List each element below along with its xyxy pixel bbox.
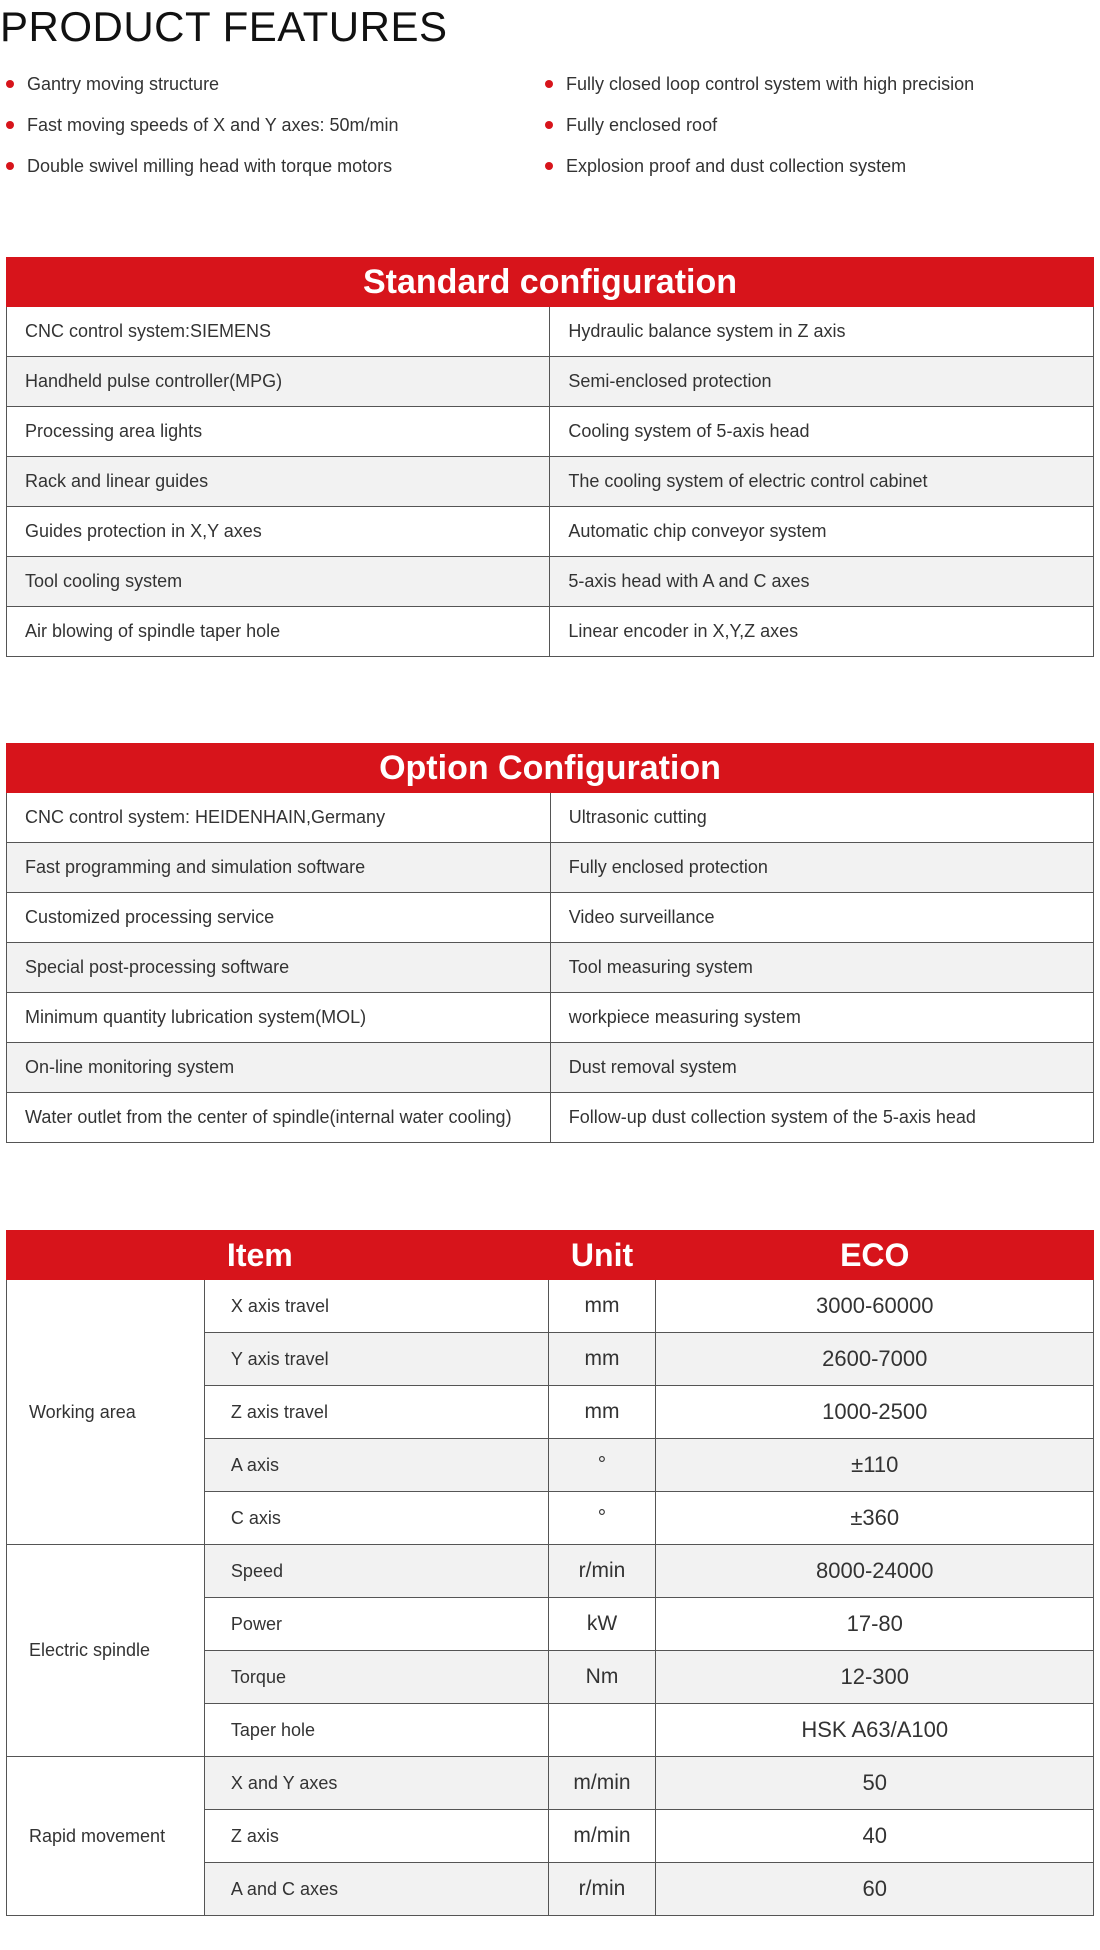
table-cell: Ultrasonic cutting <box>550 793 1093 843</box>
table-row <box>7 307 1094 357</box>
table-row <box>7 457 1094 507</box>
table-cell: 5-axis head with A and C axes <box>550 557 1094 607</box>
table-header <box>7 744 1094 793</box>
spec-unit: m/min <box>548 1757 656 1810</box>
spec-unit <box>548 1704 656 1757</box>
spec-unit: r/min <box>548 1863 656 1916</box>
spec-unit: kW <box>548 1598 656 1651</box>
feature-item: Double swivel milling head with torque motors <box>27 154 392 178</box>
spec-value: 17-80 <box>656 1598 1094 1651</box>
table-cell: Special post-processing software <box>7 943 551 993</box>
spec-value: ±110 <box>656 1439 1094 1492</box>
table-row <box>7 993 1094 1043</box>
table-cell: Rack and linear guides <box>7 457 550 507</box>
bullet-icon <box>545 80 553 88</box>
table-header <box>7 258 1094 307</box>
bullet-icon <box>545 162 553 170</box>
table-cell: Tool cooling system <box>7 557 550 607</box>
spec-value: ±360 <box>656 1492 1094 1545</box>
spec-group-label: Rapid movement <box>7 1757 205 1916</box>
table-cell: Dust removal system <box>550 1043 1093 1093</box>
spec-unit: ° <box>548 1439 656 1492</box>
spec-unit: ° <box>548 1492 656 1545</box>
spec-value: 60 <box>656 1863 1094 1916</box>
table-cell: Customized processing service <box>7 893 551 943</box>
page-title: PRODUCT FEATURES <box>0 3 448 50</box>
table-cell: Semi-enclosed protection <box>550 357 1094 407</box>
spec-item: X and Y axes <box>204 1757 548 1810</box>
spec-value: HSK A63/A100 <box>656 1704 1094 1757</box>
spec-item: Speed <box>204 1545 548 1598</box>
spec-item: X axis travel <box>204 1280 548 1333</box>
table-cell: Cooling system of 5-axis head <box>550 407 1094 457</box>
spec-item: Y axis travel <box>204 1333 548 1386</box>
table-cell: On-line monitoring system <box>7 1043 551 1093</box>
spec-item: Z axis <box>204 1810 548 1863</box>
feature-list <box>0 72 1100 192</box>
table-cell: Automatic chip conveyor system <box>550 507 1094 557</box>
spec-unit: mm <box>548 1280 656 1333</box>
table-cell: Air blowing of spindle taper hole <box>7 607 550 657</box>
table-row <box>7 607 1094 657</box>
spec-value: 1000-2500 <box>656 1386 1094 1439</box>
table-row <box>7 407 1094 457</box>
table-cell: Processing area lights <box>7 407 550 457</box>
spec-item: A axis <box>204 1439 548 1492</box>
spec-item: Torque <box>204 1651 548 1704</box>
table-row <box>7 1280 1094 1333</box>
spec-value: 8000-24000 <box>656 1545 1094 1598</box>
table-row <box>7 1043 1094 1093</box>
table-cell: Water outlet from the center of spindle(internal water cooling) <box>7 1093 551 1143</box>
table-cell: Tool measuring system <box>550 943 1093 993</box>
spec-header-blank <box>7 1231 205 1280</box>
option-config-body <box>7 793 1094 1143</box>
table-row <box>7 893 1094 943</box>
spec-group-label: Working area <box>7 1280 205 1545</box>
feature-item: Explosion proof and dust collection system <box>566 154 906 178</box>
table-cell: Hydraulic balance system in Z axis <box>550 307 1094 357</box>
table-cell: Follow-up dust collection system of the 5-axis head <box>550 1093 1093 1143</box>
spec-item: C axis <box>204 1492 548 1545</box>
spec-item: Z axis travel <box>204 1386 548 1439</box>
spec-unit: mm <box>548 1386 656 1439</box>
table-row <box>7 943 1094 993</box>
table-row <box>7 557 1094 607</box>
spec-header-item: Item <box>204 1231 548 1280</box>
table-row <box>7 1545 1094 1598</box>
table-cell: Handheld pulse controller(MPG) <box>7 357 550 407</box>
spec-item: Taper hole <box>204 1704 548 1757</box>
spec-item: A and C axes <box>204 1863 548 1916</box>
table-cell: Linear encoder in X,Y,Z axes <box>550 607 1094 657</box>
bullet-icon <box>6 121 14 129</box>
spec-group-label: Electric spindle <box>7 1545 205 1757</box>
table-cell: CNC control system:SIEMENS <box>7 307 550 357</box>
standard-config-table <box>6 257 1094 657</box>
table-cell: Guides protection in X,Y axes <box>7 507 550 557</box>
spec-value: 50 <box>656 1757 1094 1810</box>
table-row <box>7 793 1094 843</box>
spec-unit: m/min <box>548 1810 656 1863</box>
bullet-icon <box>6 162 14 170</box>
spec-value: 3000-60000 <box>656 1280 1094 1333</box>
spec-body <box>7 1280 1094 1916</box>
table-row <box>7 357 1094 407</box>
table-row <box>7 507 1094 557</box>
option-config-table <box>6 743 1094 1143</box>
feature-item: Fully closed loop control system with high precision <box>566 72 974 96</box>
table-cell: Video surveillance <box>550 893 1093 943</box>
spec-unit: mm <box>548 1333 656 1386</box>
standard-config-body <box>7 307 1094 657</box>
table-row <box>7 1757 1094 1810</box>
table-row <box>7 1093 1094 1143</box>
bullet-icon <box>545 121 553 129</box>
spec-unit: Nm <box>548 1651 656 1704</box>
feature-item: Fast moving speeds of X and Y axes: 50m/min <box>27 113 399 137</box>
spec-table <box>6 1230 1094 1916</box>
bullet-icon <box>6 80 14 88</box>
table-row <box>7 843 1094 893</box>
spec-header-unit: Unit <box>548 1231 656 1280</box>
feature-item: Gantry moving structure <box>27 72 219 96</box>
table-cell: Fast programming and simulation software <box>7 843 551 893</box>
table-cell: The cooling system of electric control cabinet <box>550 457 1094 507</box>
table-cell: Fully enclosed protection <box>550 843 1093 893</box>
table-header <box>7 1231 1094 1280</box>
spec-item: Power <box>204 1598 548 1651</box>
table-cell: CNC control system: HEIDENHAIN,Germany <box>7 793 551 843</box>
spec-value: 12-300 <box>656 1651 1094 1704</box>
spec-value: 40 <box>656 1810 1094 1863</box>
table-cell: workpiece measuring system <box>550 993 1093 1043</box>
standard-config-title: Standard configuration <box>7 258 1094 307</box>
feature-item: Fully enclosed roof <box>566 113 717 137</box>
option-config-title: Option Configuration <box>7 744 1094 793</box>
spec-value: 2600-7000 <box>656 1333 1094 1386</box>
spec-header-eco: ECO <box>656 1231 1094 1280</box>
table-cell: Minimum quantity lubrication system(MOL) <box>7 993 551 1043</box>
spec-unit: r/min <box>548 1545 656 1598</box>
